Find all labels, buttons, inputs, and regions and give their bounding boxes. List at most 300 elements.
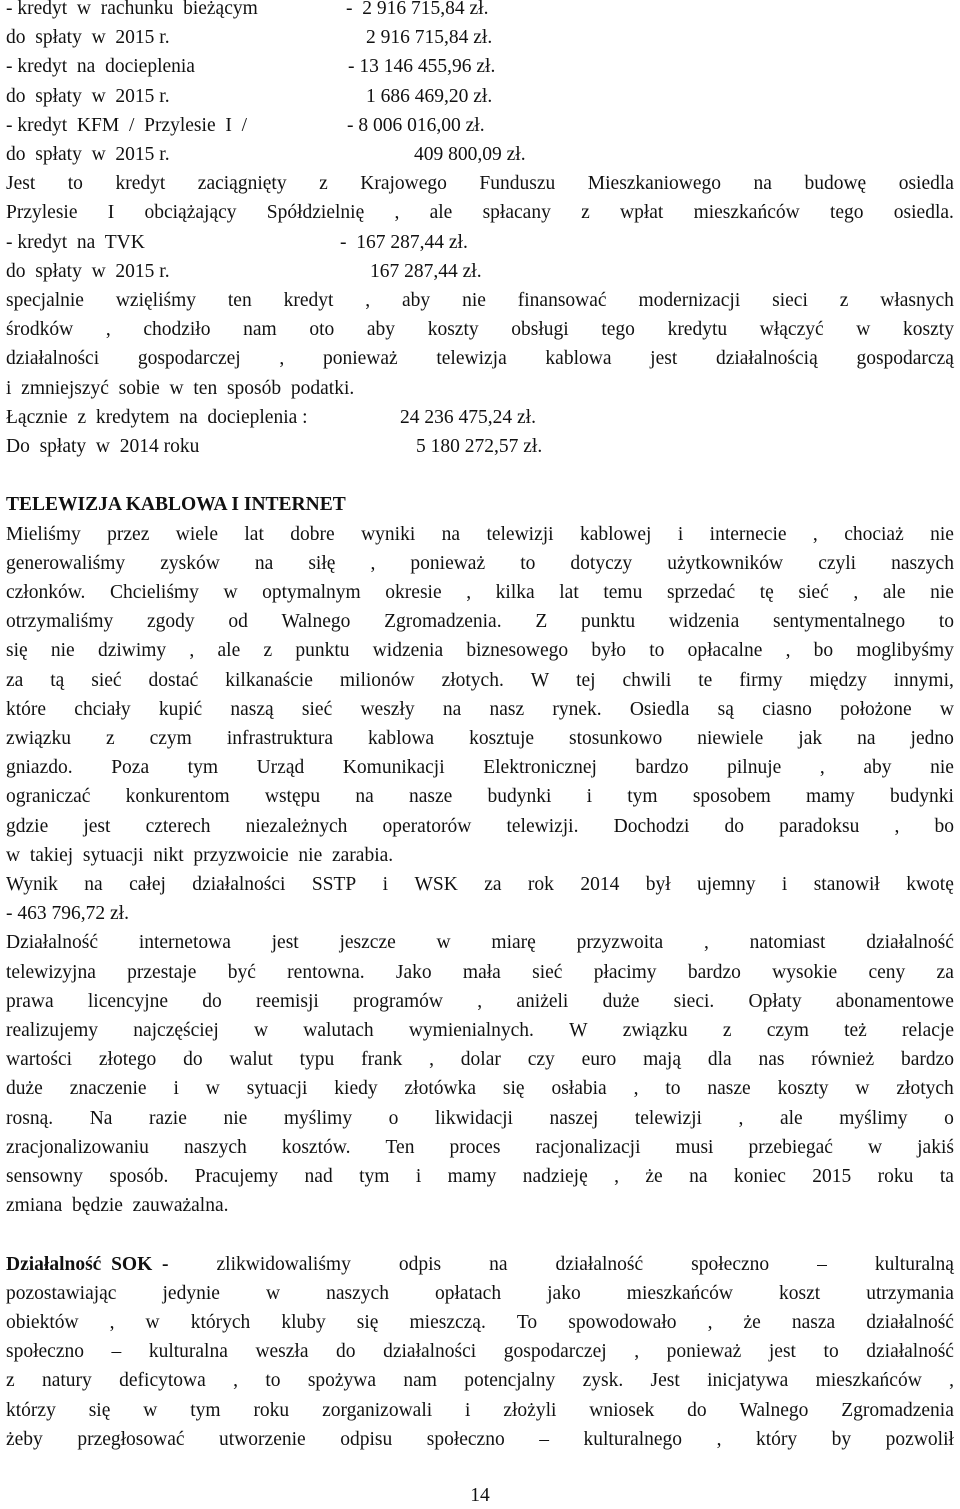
word: członków.	[6, 582, 86, 603]
tv-paragraph-line: w takiej sytuacji nikt przyzwoicie nie zarabia.	[6, 844, 394, 866]
word: społeczno	[426, 1428, 505, 1450]
word: ,	[634, 1341, 640, 1363]
word: dobre	[290, 523, 335, 545]
word: 2015	[812, 1166, 852, 1187]
word: w	[253, 1020, 269, 1041]
word: internecie	[709, 523, 787, 545]
word: w	[856, 319, 871, 341]
credit-amount: 1 686 469,20 zł.	[366, 85, 493, 107]
word: ,	[477, 990, 483, 1012]
word: do	[687, 1399, 707, 1421]
word: Jest	[650, 1370, 680, 1392]
word: W	[569, 1020, 588, 1041]
tvk-note-line: i zmniejszyć sobie w ten sposób podatki.	[6, 377, 355, 399]
word: wysokie	[772, 961, 838, 983]
word: stosunkowo	[569, 728, 663, 749]
word: których	[190, 1312, 251, 1333]
sok-heading: Działalność SOK -	[6, 1253, 169, 1275]
word: się	[88, 1399, 111, 1421]
word: licencyjne	[87, 990, 169, 1012]
word: paradoksu	[779, 815, 860, 837]
word: czterech	[145, 815, 211, 837]
word: Jako	[395, 961, 432, 983]
tvk-credit-label: - kredyt na TVK	[6, 231, 145, 253]
word: tego	[829, 202, 864, 224]
word: naszą	[230, 698, 274, 720]
word: tą	[50, 669, 65, 691]
word: spowodowało	[568, 1312, 677, 1333]
total-amount: 5 180 272,57 zł.	[416, 436, 543, 457]
tv-paragraph-line	[6, 695, 954, 724]
word: zaciągnięty	[197, 173, 287, 195]
word: jest	[768, 1341, 796, 1363]
word: z	[722, 1020, 732, 1041]
word: telewizji	[486, 523, 554, 545]
word: sposób.	[109, 1166, 169, 1187]
word: od	[228, 611, 248, 633]
word: firmy	[739, 669, 783, 691]
word: kredytu	[667, 319, 728, 341]
tv-paragraph-line	[6, 636, 954, 665]
tv-paragraph-line	[6, 520, 954, 549]
word: o	[944, 1107, 954, 1129]
tv-paragraph-line	[6, 1104, 954, 1133]
word: punktu	[295, 640, 350, 662]
word: opłatach	[435, 1282, 502, 1304]
word: ujemny	[697, 874, 756, 895]
word: telewizja	[436, 348, 507, 370]
word: związku	[6, 728, 71, 749]
word: Mieliśmy	[6, 523, 81, 545]
sok-paragraph-line	[6, 1425, 954, 1454]
word: naszych	[326, 1282, 389, 1304]
word: obciążający	[144, 202, 237, 224]
word: zlikwidowaliśmy	[216, 1253, 351, 1275]
word: otrzymaliśmy	[6, 611, 114, 633]
word: gospodarczej	[503, 1341, 607, 1363]
word: ,	[785, 640, 791, 662]
word: kulturalną	[874, 1253, 954, 1275]
word: chwili	[622, 669, 672, 691]
word: okresie	[385, 582, 442, 603]
word: najczęściej	[133, 1020, 219, 1041]
word: ceny	[868, 961, 906, 983]
word: ,	[370, 552, 376, 574]
word: działalność	[866, 1341, 954, 1363]
page-number: 14	[470, 1485, 490, 1506]
word: nie	[462, 290, 486, 311]
word: złożyli	[503, 1399, 557, 1421]
word: potencjalny	[464, 1370, 556, 1392]
word: rynek.	[552, 698, 602, 720]
word: osłabia	[551, 1078, 607, 1100]
word: to	[665, 1078, 681, 1100]
total-label: Łącznie z kredytem na docieplenia :	[6, 406, 308, 428]
word: nad	[304, 1166, 333, 1187]
word: innymi,	[893, 669, 954, 691]
word: weszły	[360, 698, 415, 720]
word: czy	[527, 1049, 555, 1071]
word: niewiele	[697, 728, 764, 749]
word: być	[227, 961, 256, 983]
word: tym	[190, 1399, 221, 1421]
word: na	[84, 874, 103, 895]
word: ponieważ	[322, 348, 398, 370]
word: Elektronicznej	[483, 757, 597, 779]
word: nasz	[489, 698, 525, 720]
word: przebiegać	[748, 1136, 833, 1158]
word: ale	[217, 640, 241, 662]
word: aniżeli	[516, 990, 569, 1012]
word: SSTP	[311, 874, 357, 895]
word: ,	[394, 202, 400, 224]
word: z	[581, 202, 590, 224]
word: weszła	[255, 1341, 309, 1363]
word: ,	[189, 640, 195, 662]
word: relacje	[902, 1020, 954, 1041]
word: są	[717, 698, 734, 720]
word: spożywa	[307, 1370, 377, 1392]
word: wiele	[175, 523, 218, 545]
word: nie	[930, 582, 954, 603]
word: mamy	[806, 786, 855, 808]
word: jak	[798, 728, 823, 749]
word: nie	[223, 1107, 248, 1129]
word: abonamentowe	[835, 990, 954, 1012]
word: mała	[462, 961, 501, 983]
credit-amount: - 2 916 715,84 zł.	[346, 0, 489, 19]
word: w	[223, 582, 238, 603]
word: Przylesie	[6, 202, 78, 224]
word: deficytowa	[119, 1370, 206, 1392]
word: ,	[853, 582, 859, 603]
word: sposobem	[692, 786, 771, 808]
word: zorganizowali	[322, 1399, 433, 1421]
word: Działalność	[6, 932, 99, 954]
word: osiedla	[898, 173, 954, 195]
word: Chcieliśmy	[110, 582, 199, 603]
total-amount: 24 236 475,24 zł.	[400, 406, 536, 428]
sok-paragraph-line	[6, 1308, 954, 1337]
word: obsługi	[511, 319, 569, 341]
word: żeby	[6, 1428, 43, 1450]
tv-paragraph-line	[6, 782, 954, 811]
word: musi	[675, 1136, 714, 1158]
word: dla	[707, 1049, 732, 1071]
word: do	[202, 990, 222, 1012]
word: Walnego	[739, 1399, 809, 1421]
word: kilka	[495, 582, 535, 603]
word: gdzie	[6, 815, 49, 837]
word: sensowny	[6, 1166, 83, 1187]
word: wpłat	[619, 202, 664, 224]
word: też	[844, 1020, 867, 1041]
word: użytkowników	[667, 552, 784, 574]
word: Walnego	[281, 611, 351, 633]
word: spłacany	[482, 202, 551, 224]
word: specjalnie	[6, 290, 84, 311]
word: opłacalne	[687, 640, 763, 662]
word: w	[205, 1078, 220, 1100]
word: racjonalizacji	[535, 1136, 641, 1158]
word: tego	[601, 319, 635, 341]
word: w	[143, 1399, 158, 1421]
word: nie	[50, 640, 75, 662]
word: z	[839, 290, 849, 311]
word: włączyć	[759, 319, 824, 341]
word: jako	[547, 1282, 581, 1304]
word: Opłaty	[748, 990, 802, 1012]
word: ,	[466, 582, 472, 603]
word: działalność	[866, 1312, 954, 1333]
word: tym	[187, 757, 219, 779]
word: również	[811, 1049, 875, 1071]
word: się	[502, 1078, 525, 1100]
word: w	[939, 698, 954, 720]
word: ,	[233, 1370, 238, 1392]
word: z	[263, 640, 273, 662]
word: działalnością	[715, 348, 818, 370]
word: stanowił	[813, 874, 880, 895]
word: telewizji.	[506, 815, 579, 837]
word: na	[489, 1253, 508, 1275]
word: infrastruktura	[226, 728, 333, 749]
word: moglibyśmy	[856, 640, 954, 662]
word: Funduszu	[479, 173, 556, 195]
word: te	[698, 669, 713, 691]
word: do	[724, 815, 745, 837]
word: sieć	[301, 698, 333, 720]
word: prawa	[6, 990, 54, 1012]
tv-paragraph-line	[6, 666, 954, 695]
word: kilkanaście	[225, 669, 313, 691]
tv-paragraph-line	[6, 987, 954, 1016]
credit-label: - kredyt KFM / Przylesie I /	[6, 114, 248, 136]
word: biznesowego	[466, 640, 569, 662]
word: złotówka	[404, 1078, 476, 1100]
word: frank	[361, 1049, 403, 1071]
word: razie	[149, 1107, 187, 1129]
word: wzięliśmy	[115, 290, 196, 311]
credit-amount: 2 916 715,84 zł.	[366, 27, 493, 49]
word: działalność	[555, 1253, 644, 1275]
tvk-note-line	[6, 315, 954, 344]
word: rentowna.	[287, 961, 365, 983]
section-heading-tv: TELEWIZJA KABLOWA I INTERNET	[6, 494, 346, 516]
word: odpisu	[340, 1428, 393, 1450]
word: koniec	[733, 1166, 786, 1187]
word: proces	[449, 1136, 501, 1158]
tv-paragraph-line	[6, 1045, 954, 1074]
word: reemisji	[256, 990, 319, 1012]
tvk-credit-amount: 167 287,44 zł.	[370, 260, 482, 282]
tv-paragraph-line	[6, 578, 954, 607]
word: Na	[89, 1107, 113, 1129]
word: internetowa	[138, 932, 231, 954]
word: wartości	[6, 1049, 73, 1071]
word: na	[689, 1166, 708, 1187]
word: znaczenie	[69, 1078, 147, 1100]
word: wniosek	[589, 1399, 655, 1421]
word: kluby	[281, 1312, 326, 1333]
word: nas	[758, 1049, 785, 1071]
tv-paragraph-line: - 463 796,72 zł.	[6, 903, 129, 925]
tv-paragraph-line	[6, 958, 954, 987]
word: optymalnym	[262, 582, 361, 603]
word: mieszkańców	[815, 1370, 922, 1392]
word: ale	[429, 202, 453, 224]
word: lat	[244, 523, 264, 545]
word: nasze	[408, 786, 453, 808]
word: naszych	[891, 552, 954, 574]
word: widzenia	[668, 611, 740, 633]
word: złotych.	[441, 669, 504, 691]
word: ,	[429, 1049, 434, 1071]
word: za	[936, 961, 954, 983]
word: roku	[877, 1166, 914, 1187]
word: Poza	[111, 757, 150, 779]
word: dolar	[460, 1049, 501, 1071]
word: było	[591, 640, 627, 662]
word: siłę	[308, 552, 336, 574]
word: za	[484, 874, 502, 895]
word: myślimy	[283, 1107, 353, 1129]
word: zgody	[146, 611, 195, 633]
word: koszty	[903, 319, 954, 341]
sok-paragraph-line	[6, 1337, 954, 1366]
word: Urząd	[256, 757, 305, 779]
word: w	[265, 1282, 281, 1304]
word: się	[356, 1312, 379, 1333]
word: Dochodzi	[613, 815, 690, 837]
word: bo	[934, 815, 954, 837]
word: lat	[559, 582, 579, 603]
word: całej	[129, 874, 166, 895]
word: że	[743, 1312, 761, 1333]
word: budowę	[804, 173, 867, 195]
word: Spółdzielnię	[266, 202, 365, 224]
word: tę	[759, 582, 774, 603]
word: by	[831, 1428, 852, 1450]
word: i	[586, 786, 593, 808]
word: czym	[149, 728, 192, 749]
word: telewizji	[634, 1107, 702, 1129]
word: dostać	[148, 669, 199, 691]
word: Wynik	[6, 874, 58, 895]
word: położone	[840, 698, 912, 720]
word: kredyt	[283, 290, 334, 311]
word: punktu	[580, 611, 636, 633]
word: typu	[299, 1049, 335, 1071]
word: kredyt	[115, 173, 166, 195]
total-label: Do spłaty w 2014 roku	[6, 436, 200, 457]
word: ale	[779, 1107, 803, 1129]
word: myślimy	[839, 1107, 908, 1129]
word: walut	[229, 1049, 273, 1071]
word: WSK	[414, 874, 458, 895]
word: temu	[603, 582, 643, 603]
word: koszty	[777, 1078, 829, 1100]
word: sieć	[798, 582, 829, 603]
word: walutach	[303, 1020, 374, 1041]
word: na	[753, 173, 772, 195]
word: własnych	[880, 290, 954, 311]
word: modernizacji	[638, 290, 741, 311]
word: ponieważ	[410, 552, 486, 574]
word: natomiast	[749, 932, 826, 954]
word: związku	[622, 1020, 688, 1041]
word: ,	[614, 1166, 620, 1187]
word: to	[67, 173, 83, 195]
word: kiedy	[334, 1078, 378, 1100]
credit-label: do spłaty w 2015 r.	[6, 27, 170, 49]
word: jeszcze	[339, 932, 396, 954]
word: kulturalnego	[583, 1428, 683, 1450]
word: euro	[581, 1049, 617, 1071]
word: generowaliśmy	[6, 552, 126, 574]
tv-paragraph-line	[6, 724, 954, 753]
word: naszych	[183, 1136, 247, 1158]
word: ,	[819, 757, 825, 779]
word: tym	[627, 786, 658, 808]
word: ,	[109, 1312, 115, 1333]
word: w	[868, 1136, 883, 1158]
word: czyli	[818, 552, 857, 574]
tv-paragraph-line	[6, 928, 954, 957]
word: bardzo	[687, 961, 741, 983]
credit-label: - kredyt w rachunku bieżącym	[6, 0, 258, 19]
word: jakiś	[917, 1136, 954, 1158]
word: na	[441, 523, 461, 545]
word: jest	[650, 348, 678, 370]
word: złotego	[98, 1049, 157, 1071]
word: chociaż	[844, 523, 904, 545]
word: ,	[812, 523, 818, 545]
word: Krajowego	[360, 173, 447, 195]
word: płacimy	[593, 961, 657, 983]
credit-amount: - 13 146 455,96 zł.	[348, 56, 496, 78]
word: i	[677, 523, 684, 545]
word: przyzwoita	[576, 932, 664, 954]
word: gospodarczej	[137, 348, 241, 370]
tv-paragraph-line	[6, 1074, 954, 1103]
word: Osiedla	[629, 698, 690, 720]
word: środków	[6, 319, 74, 341]
word: finansować	[517, 290, 607, 311]
word: wstępu	[264, 786, 321, 808]
word: osiedla.	[893, 202, 954, 224]
word: społeczno	[691, 1253, 770, 1275]
word: ciasno	[762, 698, 812, 720]
word: naszej	[549, 1107, 599, 1129]
word: 2014	[580, 874, 620, 895]
word: Mieszkaniowego	[587, 173, 721, 195]
word: bardzo	[900, 1049, 954, 1071]
tv-paragraph-line	[6, 812, 954, 841]
word: ponieważ	[666, 1341, 742, 1363]
word: nie	[930, 757, 954, 779]
word: z	[6, 1370, 15, 1392]
word: utworzenie	[219, 1428, 306, 1450]
word: kosztów.	[281, 1136, 351, 1158]
word: przez	[107, 523, 150, 545]
word: roku	[253, 1399, 290, 1421]
word: w	[436, 932, 451, 954]
word: przegłosować	[77, 1428, 185, 1450]
tv-paragraph-line	[6, 1016, 954, 1045]
word: pozwolił	[885, 1428, 954, 1450]
tv-paragraph-line: zmiana będzie zauważalna.	[6, 1195, 229, 1217]
